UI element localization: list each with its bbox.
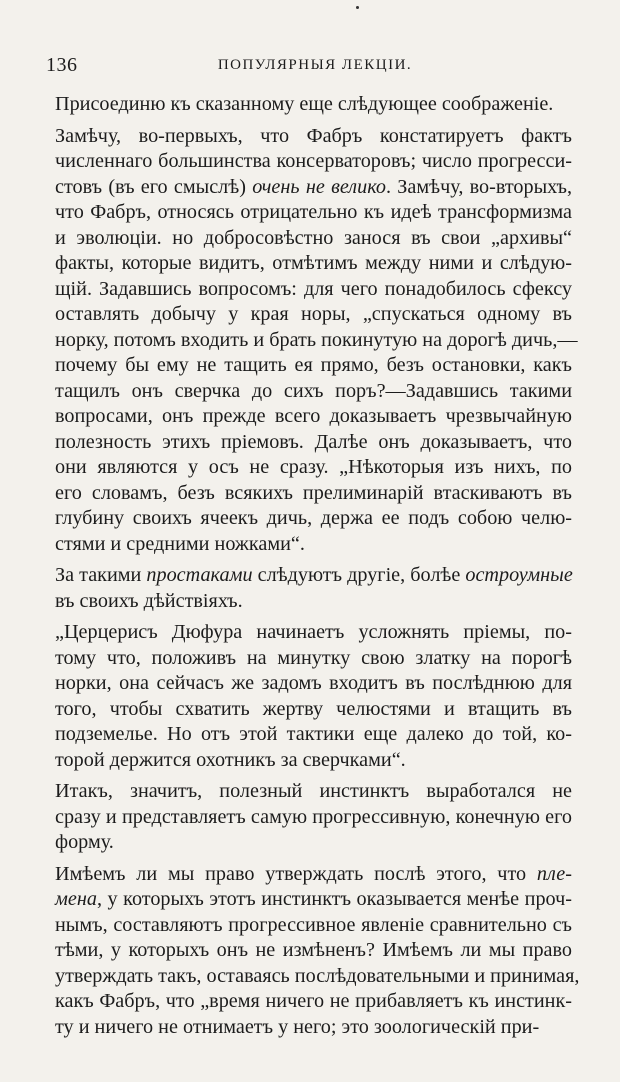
text-line [55,830,572,856]
text-line [55,964,580,990]
text-line [55,149,572,175]
text-run: Итакъ, значитъ, полезный инстинктъ выработался не [55,780,572,802]
text-line [55,887,572,913]
text-run: они являются у осъ не сразу. „Нѣкоторыя изъ нихъ, по [55,456,572,478]
text-run: его словамъ, безъ всякихъ прелиминарій втаскиваютъ въ [55,481,572,504]
text-line [55,302,572,328]
text-run: что Фабръ, относясь отрицательно къ идеѣ трансформизма [55,201,572,223]
text-run: какъ Фабръ, что „время ничего не прибавляетъ къ инстинк- [55,990,572,1012]
text-line [55,200,572,226]
italic-text: простаками [146,564,253,586]
text-line [55,430,572,456]
italic-text: пле- [536,862,572,885]
text-line [55,938,572,964]
text-line [55,748,572,774]
text-line [55,589,572,615]
text-run: оставлять добычу у края норы, „спускаться одному въ [55,303,572,325]
text-line [55,722,572,748]
text-line [55,481,572,507]
text-run: торой держится охотникъ за сверчками“. [55,748,406,771]
running-head: ПОПУЛЯРНЫЯ ЛЕКЦІИ. [217,57,413,73]
page-number: 136 [46,54,78,76]
text-line [55,532,572,558]
body-text [55,92,580,1040]
text-run: сразу и представляетъ самую прогрессивную, конечную его [55,805,572,828]
text-line [55,805,572,831]
text-line [55,671,572,697]
text-run: того, чтобы схватить жертву челюстями и втащить въ [55,697,572,720]
text-run: тащилъ онъ сверчка до сихъ поръ?—Задавшись такими [55,379,572,402]
text-run: слѣдуютъ другіе, болѣе [252,564,466,586]
text-run: нымъ, составляютъ прогрессивное явленіе сравнительно съ [55,913,572,936]
text-run: Имѣемъ ли мы право утверждать послѣ этого, что [55,862,537,885]
text-line [55,646,572,672]
text-line [55,404,572,430]
text-line [55,92,572,118]
text-run: , у которыхъ этотъ инстинктъ оказывается менѣе проч- [96,888,572,910]
text-run: норку, потомъ входить и брать покинутую на дорогѣ дичь,— [55,328,578,351]
text-run: почему бы ему не тащить ея прямо, безъ остановки, какъ [55,354,572,376]
text-run: щій. Задавшись вопросомъ: для чего понадобилось сфексу [55,277,572,300]
text-run: численнаго большинства консерваторовъ; число прогресси- [55,150,572,172]
text-run: „Церцерисъ Дюфура начинаетъ усложнять пріемы, по- [55,621,572,643]
page-header [46,54,584,80]
text-run: подземелье. Но отъ этой тактики еще далеко до той, ко- [55,723,572,745]
text-run: форму. [55,831,114,853]
text-line [55,353,572,379]
italic-text: очень не велико [252,175,386,198]
text-run: глубину своихъ ячеекъ дичь, держа ее подъ собою челю- [55,507,572,529]
text-run: Замѣчу, во-первыхъ, что Фабръ констатируетъ фактъ [55,124,572,147]
text-run: стовъ (въ его смыслѣ) [55,175,253,198]
text-line [55,226,572,252]
text-line [55,328,578,354]
text-run: За такими [55,564,147,586]
text-run: Присоединю къ сказанному еще слѣдующее соображеніе. [55,93,554,115]
ink-speck [356,6,359,9]
text-run: тому что, положивъ на минутку свою златку на порогѣ [55,646,572,669]
text-run: вопросами, онъ прежде всего доказываетъ чрезвычайную [55,405,572,427]
text-run: факты, которые видитъ, отмѣтимъ между ними и слѣдую- [55,252,572,274]
text-line [55,1015,572,1041]
text-run: ту и ничего не отнимаетъ у него; это зоологическій при- [55,1015,540,1038]
italic-text: мена [55,888,97,910]
text-line [55,697,572,723]
text-run: норки, она сейчасъ же задомъ входитъ въ послѣднюю для [55,672,572,694]
text-run: въ своихъ дѣйствіяхъ. [55,589,243,612]
text-line [55,913,572,939]
text-run: . Замѣчу, во-вторыхъ, [385,175,572,198]
text-line [55,379,572,405]
text-line [55,620,572,646]
text-line [55,862,572,888]
text-run: стями и средними ножками“. [55,532,305,555]
text-line [55,563,572,589]
text-line [55,175,572,201]
text-line [55,124,572,150]
text-run: полезность этихъ пріемовъ. Далѣе онъ доказываетъ, что [55,430,572,453]
text-run: тѣми, у которыхъ онъ не измѣненъ? Имѣемъ ли мы право [55,939,572,961]
text-line [55,251,572,277]
text-run: утверждать такъ, оставаясь послѣдовательными и принимая, [55,964,580,987]
text-line [55,779,572,805]
italic-text: остроумные [465,564,573,586]
text-run: и эволюціи. но добросовѣстно занося въ свои „архивы“ [55,226,572,249]
text-line [55,989,572,1015]
text-line [55,455,572,481]
text-line [55,506,572,532]
text-line [55,277,572,303]
